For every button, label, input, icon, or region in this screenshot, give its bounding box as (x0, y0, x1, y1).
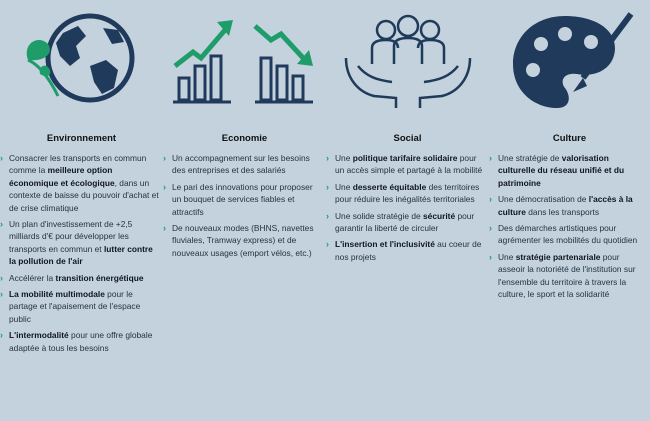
item-text: Consacrer les transports en commun comme la (9, 153, 147, 176)
item-text: au coeur de nos projets (335, 239, 482, 262)
bar-chart-trend-icon (169, 8, 321, 118)
list-item (0, 329, 163, 354)
item-text-bold: meilleure option économique et écologique (9, 165, 115, 188)
item-text-bold: lutter contre la pollution de l'air (9, 243, 153, 267)
chevron-right-icon: › (0, 289, 3, 300)
column-title: Culture (552, 133, 587, 144)
list-item (163, 181, 326, 218)
chevron-right-icon: › (489, 251, 492, 262)
chevron-right-icon: › (326, 210, 329, 221)
item-text: pour asseoir la notoriété de l'institution sur l'ensemble du territoire à travers la culture, le sport et la solidarité (498, 251, 636, 300)
item-text: Des démarches artistiques pour agrémenter les mobilités du quotidien (498, 223, 638, 246)
item-list (326, 152, 489, 267)
chevron-right-icon: › (326, 153, 329, 163)
chevron-right-icon: › (163, 181, 166, 192)
item-text: Une solide stratégie de (335, 210, 423, 221)
item-text: Accélérer la (9, 272, 56, 283)
list-item (489, 222, 650, 247)
item-text: De nouveaux modes (BHNS, navettes fluviales, Tramway express) et de nouveaux usages (emport vélos, etc.) (172, 223, 314, 258)
list-item (0, 218, 163, 268)
item-text-bold: L'intermodalité (9, 330, 69, 341)
chevron-right-icon: › (0, 330, 3, 341)
chevron-right-icon: › (0, 219, 3, 230)
item-text-bold: transition énergétique (55, 272, 144, 283)
item-text: pour le partage et l'apaisement de l'espace public (9, 289, 141, 324)
list-item (0, 272, 163, 284)
item-text: Une (335, 181, 353, 192)
item-text: pour une offre globale adaptée à tous les besoins (9, 330, 153, 353)
chevron-right-icon: › (163, 153, 166, 163)
item-list (0, 152, 163, 358)
earth-plant-icon (18, 8, 148, 118)
item-text-bold: l'accès à la culture (498, 194, 633, 217)
list-item (489, 152, 650, 189)
chevron-right-icon: › (326, 239, 329, 250)
item-text: Un accompagnement sur les besoins des entreprises et des salariés (172, 153, 310, 176)
list-item (0, 288, 163, 325)
item-text: Une stratégie de (498, 153, 562, 163)
chevron-right-icon: › (0, 272, 3, 283)
people-hands-icon (340, 8, 476, 118)
chevron-right-icon: › (489, 194, 492, 205)
item-text-bold: desserte équitable (352, 181, 427, 192)
item-text: des territoires pour réduire les inégalités territoriales (335, 181, 480, 205)
column-title: Social (393, 133, 422, 144)
list-item (489, 193, 650, 218)
list-item (326, 238, 489, 263)
item-text: Le pari des innovations pour proposer un bouquet de services fiables et attractifs (172, 181, 313, 217)
item-text-bold: La mobilité multimodale (9, 289, 105, 300)
item-text-bold: politique tarifaire solidaire (352, 153, 458, 163)
chevron-right-icon: › (0, 153, 3, 163)
chevron-right-icon: › (326, 181, 329, 192)
list-item (163, 222, 326, 259)
column-title: Economie (221, 133, 268, 144)
chevron-right-icon: › (489, 223, 492, 234)
column-title: Environnement (46, 133, 117, 144)
palette-brush-icon (507, 8, 639, 118)
item-text: Une (498, 251, 516, 262)
item-text: Un plan d'investissement de +2,5 milliards d'€ pour développer les transports en commun et (9, 219, 133, 254)
list-item (163, 152, 326, 177)
item-text-bold: sécurité (423, 210, 456, 221)
list-item (326, 181, 489, 206)
list-item (0, 152, 163, 214)
item-text: pour garantir la liberté de circuler (335, 210, 475, 234)
item-text: , dans un contexte de baisse du pouvoir d'achat et de crise climatique (9, 177, 159, 213)
item-list (489, 152, 650, 304)
item-text-bold: valorisation culturelle du réseau unifié et du patrimoine (498, 153, 625, 188)
item-text: Une démocratisation de (498, 194, 589, 205)
list-item (489, 251, 650, 301)
item-text: pour un accès simple et partagé à la mobilité (335, 153, 483, 176)
chevron-right-icon: › (163, 223, 166, 234)
list-item (326, 210, 489, 235)
item-text: dans les transports (525, 206, 600, 217)
item-text-bold: L'insertion et l'inclusivité (335, 239, 435, 250)
list-item (326, 152, 489, 177)
item-list (163, 152, 326, 263)
item-text: Une (335, 153, 353, 163)
chevron-right-icon: › (489, 153, 492, 163)
item-text-bold: stratégie partenariale (515, 251, 601, 262)
